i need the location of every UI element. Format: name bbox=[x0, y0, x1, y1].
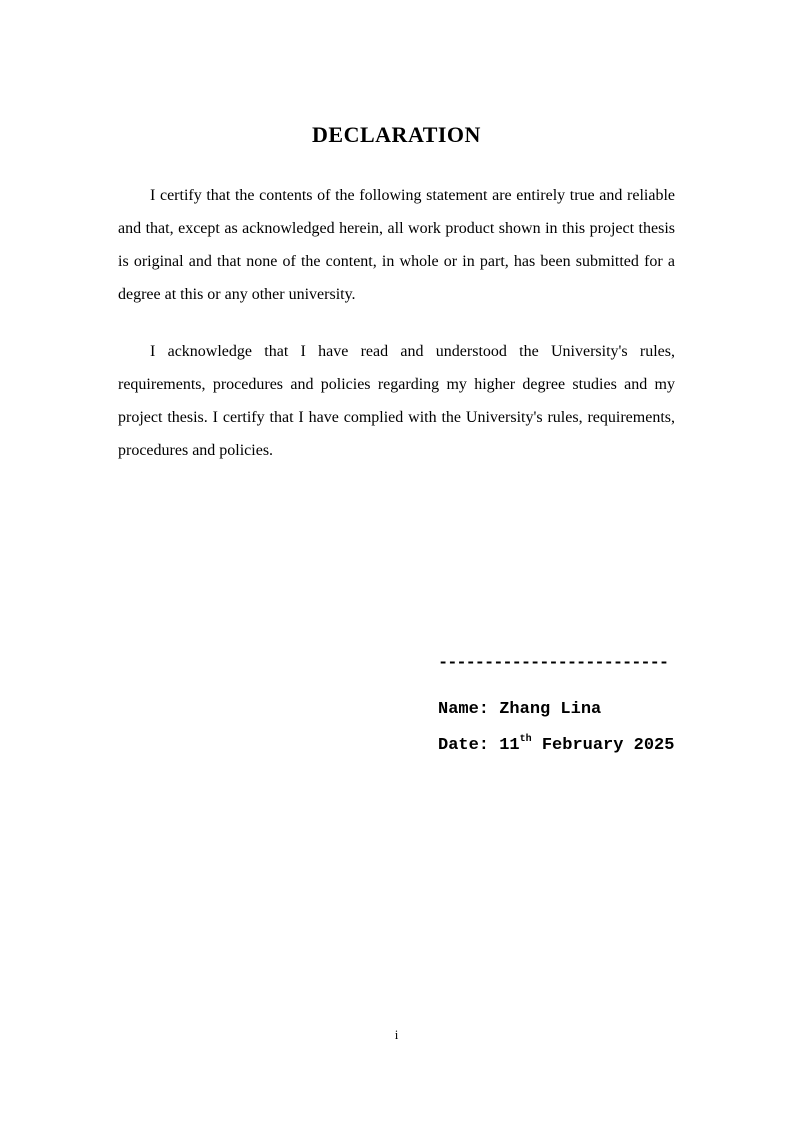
page-title: DECLARATION bbox=[312, 122, 481, 147]
paragraph-line: degree at this or any other university. bbox=[118, 286, 356, 303]
paragraph-line: procedures and policies. bbox=[118, 442, 274, 459]
paragraph-line: requirements, procedures and policies regarding my higher degree studies and my bbox=[118, 376, 675, 393]
declaration-paragraph-2 bbox=[118, 335, 675, 467]
paragraph-line: is original and that none of the content, in whole or in part, has been submitted for a bbox=[118, 253, 675, 270]
paragraph-line: project thesis. I certify that I have complied with the University's rules, requirements, bbox=[118, 409, 675, 426]
paragraph-line: I acknowledge that I have read and understood the University's rules, bbox=[150, 343, 675, 360]
signature-line: ------------------------- bbox=[438, 654, 669, 673]
paragraph-line: and that, except as acknowledged herein, all work product shown in this project thesis bbox=[118, 220, 675, 237]
signature-name: Name: Zhang Lina bbox=[438, 700, 602, 719]
declaration-paragraph-1 bbox=[118, 179, 675, 311]
signature-date-suffix: February 2025 bbox=[531, 736, 675, 755]
signature-date-prefix: Date: 11 bbox=[438, 736, 520, 755]
paragraph-line: I certify that the contents of the following statement are entirely true and reliable bbox=[150, 187, 675, 204]
signature-date-ordinal: th bbox=[519, 734, 532, 746]
page-number: i bbox=[394, 1027, 399, 1042]
signature-block bbox=[438, 654, 674, 756]
signature-date bbox=[438, 736, 674, 756]
